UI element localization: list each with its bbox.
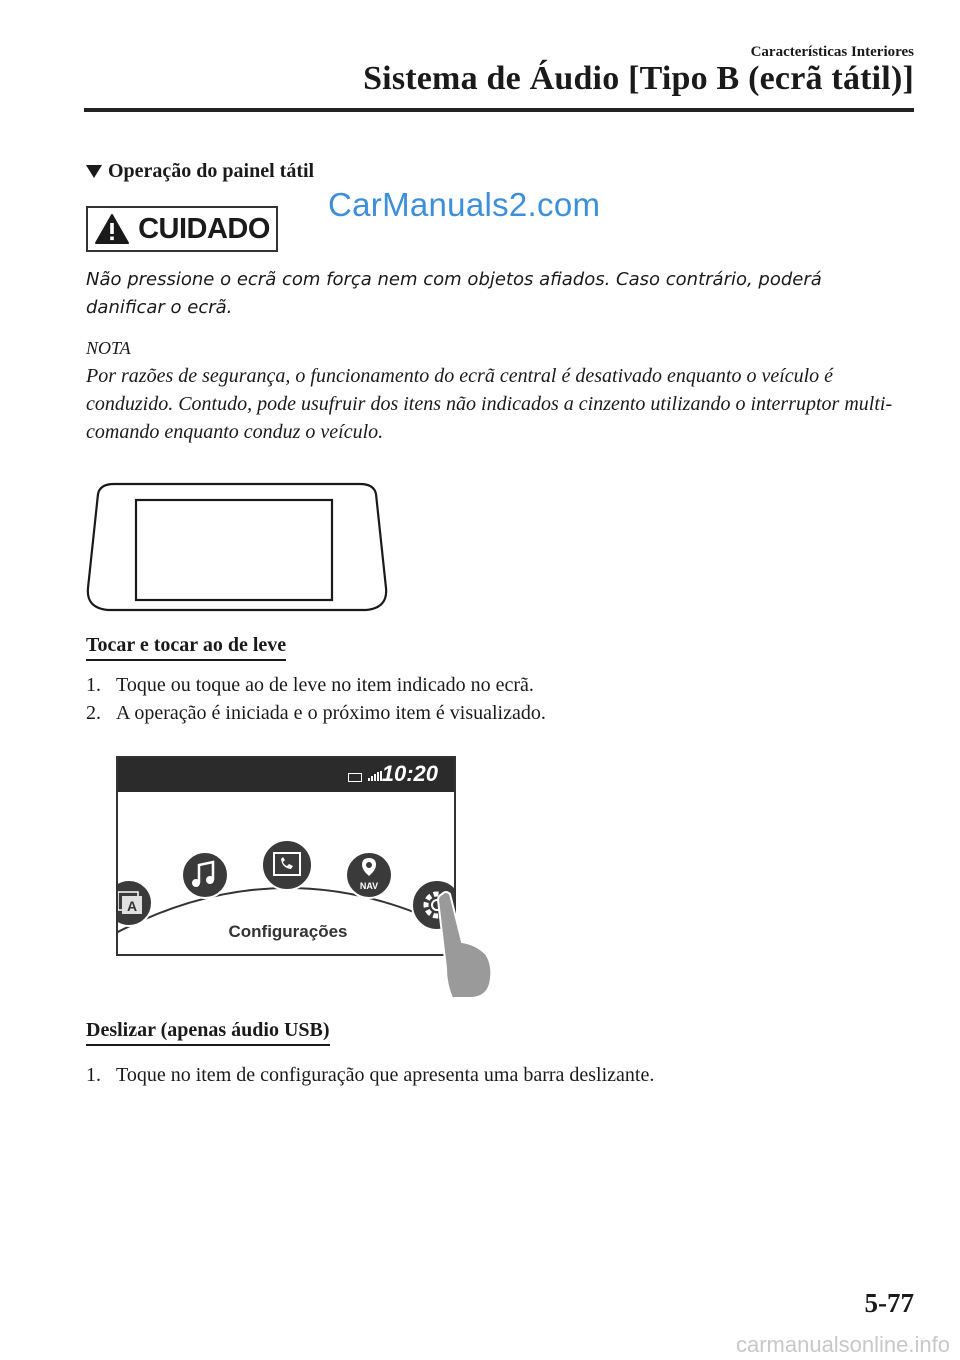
triangle-bullet-icon [86,165,102,178]
touch-step-1 [86,674,534,697]
finger-pointer-icon [430,888,496,1000]
caution-box [86,206,278,252]
header-divider [84,108,914,112]
footer-watermark: carmanualsonline.info [735,1332,950,1357]
nav-badge: NAV [359,881,379,891]
step-number: 2. [86,702,101,724]
home-screen-illustration [116,756,456,956]
step-text: Toque no item de configuração que apresenta uma barra deslizante. [116,1064,655,1086]
step-number: 1. [86,674,101,696]
apps-badge: A [126,898,138,914]
warning-triangle-icon [94,213,130,245]
touch-subheading: Tocar e tocar ao de leve [86,634,286,661]
page-title: Sistema de Áudio [Tipo B (ecrã tátil)] [363,60,914,97]
slide-step-1 [86,1064,654,1087]
watermark: CarManuals2.com [328,186,601,223]
center-display-illustration [84,480,390,616]
selected-item-label: Configurações [228,922,348,941]
step-text: A operação é iniciada e o próximo item é visualizado. [116,702,546,724]
note-label: NOTA [86,338,131,358]
section-heading-text: Operação do painel tátil [108,160,315,182]
touch-step-2 [86,702,546,725]
music-icon[interactable] [180,850,230,900]
slide-subheading: Deslizar (apenas áudio USB) [86,1019,330,1046]
section-heading [86,160,314,183]
note-text: Por razões de segurança, o funcionamento do ecrã central é desativado enquanto o veículo é conduzido. Contudo, pode usufruir dos itens não indicados a cinzento utilizando o interruptor multi-comando enquanto conduz o veículo. [86,365,893,443]
page-number: 5-77 [864,1288,914,1318]
clock: 10:20 [381,761,438,786]
caution-label: CUIDADO [138,212,270,245]
step-number: 1. [86,1064,101,1086]
step-text: Toque ou toque ao de leve no item indicado no ecrã. [116,674,534,696]
chapter-subtitle: Características Interiores [750,44,914,60]
apps-icon[interactable] [116,878,154,928]
phone-icon[interactable] [260,838,314,892]
nav-icon[interactable] [344,850,394,900]
caution-text: Não pressione o ecrã com força nem com objetos afiados. Caso contrário, poderá danificar o ecrã. [86,269,822,318]
